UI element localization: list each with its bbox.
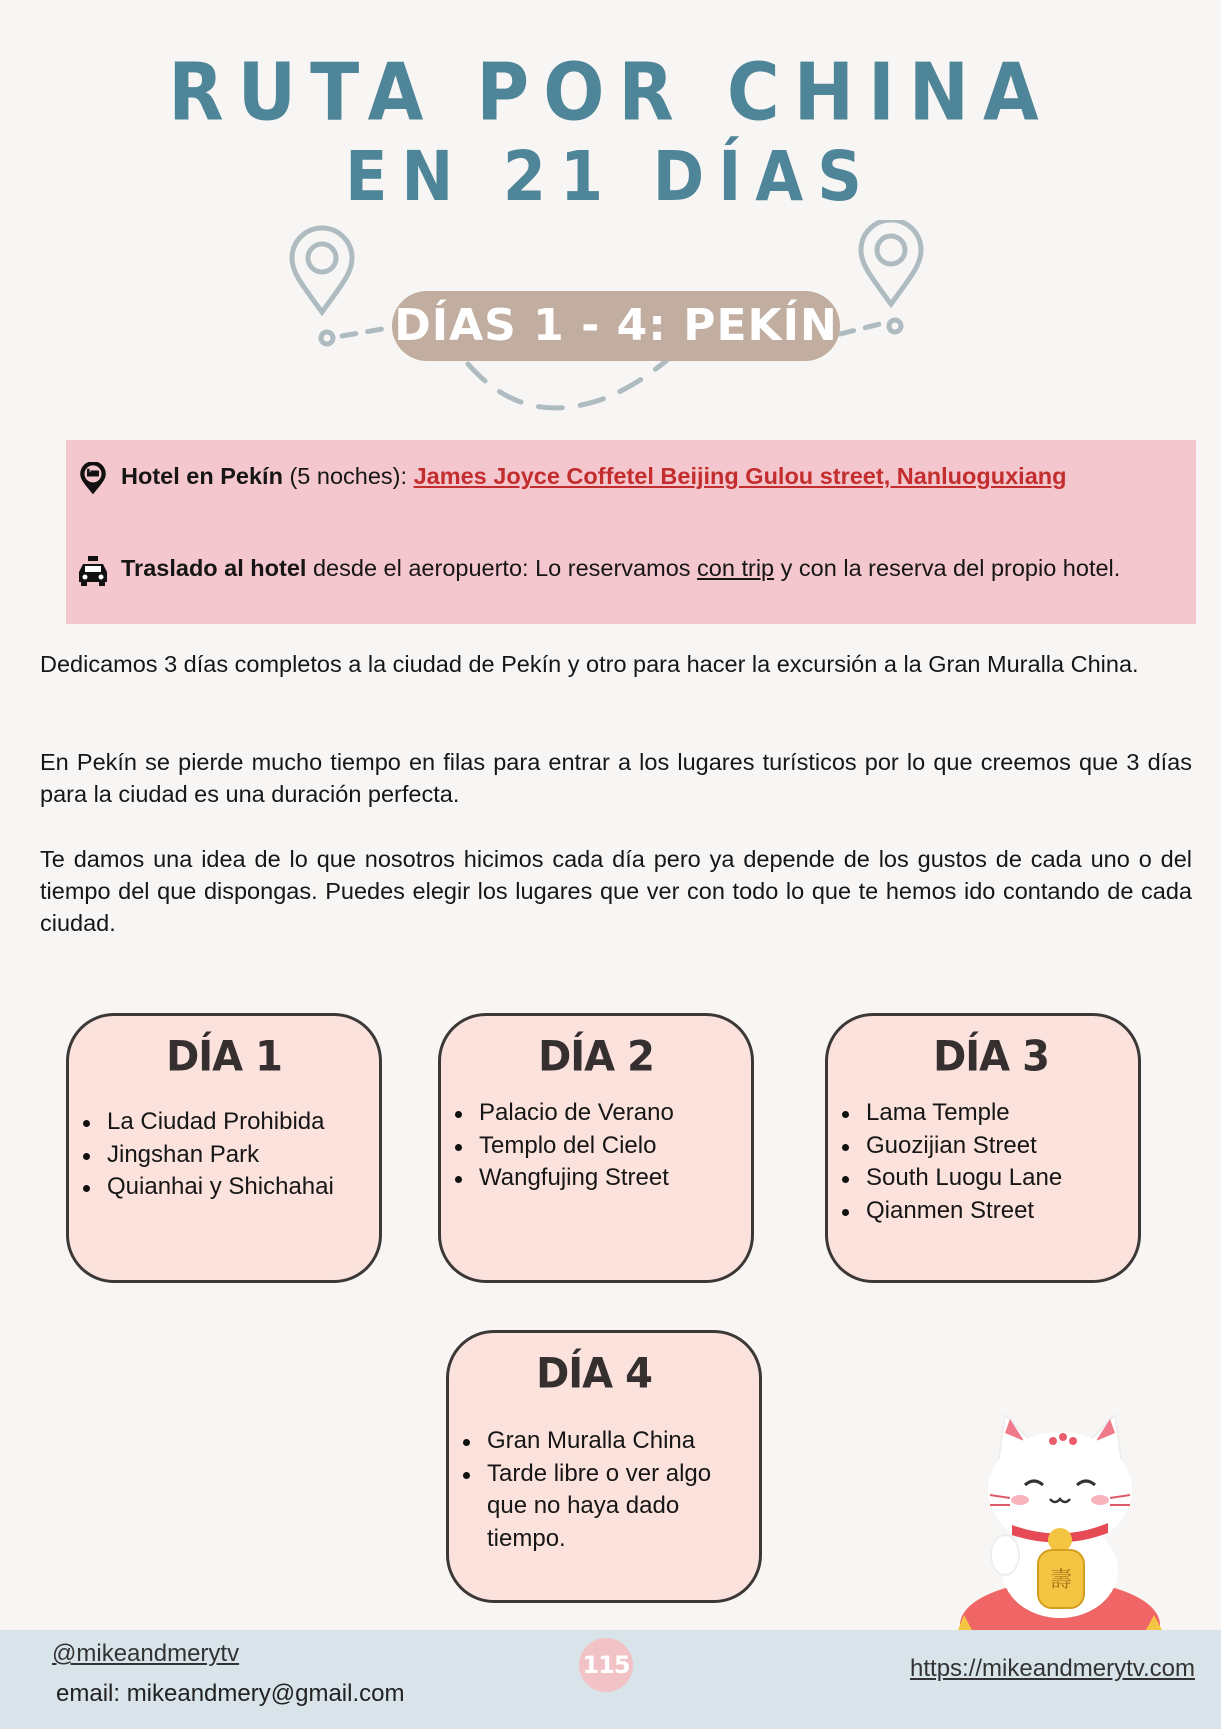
taxi-icon [76,554,110,588]
day-list [69,1106,344,1204]
page-number-badge: 115 [579,1638,633,1692]
day-card-1 [66,1013,382,1283]
email-text: email: mikeandmery@gmail.com [56,1680,405,1707]
footer [0,1630,1221,1729]
transfer-text [121,552,1148,584]
list-item: Quianhai y Shichahai [107,1171,334,1204]
transfer-text-a: desde el aeropuerto: Lo reservamos [306,555,698,581]
list-item: Guozijian Street [866,1130,1062,1163]
day-card-3 [825,1013,1141,1283]
transfer-label: Traslado al hotel [121,555,307,581]
website-link[interactable]: https://mikeandmerytv.com [910,1655,1195,1682]
list-item: Jingshan Park [107,1139,334,1172]
hotel-text [121,460,1148,492]
info-box [66,440,1196,624]
day-list [449,1425,737,1555]
list-item: Wangfujing Street [479,1162,674,1195]
section-pill: DÍAS 1 - 4: PEKÍN [392,291,840,361]
list-item: Gran Muralla China [487,1425,727,1458]
page-subtitle: EN 21 DÍAS [345,136,876,217]
list-item: Tarde libre o ver algo que no haya dado tiempo. [487,1458,727,1556]
svg-text:壽: 壽 [1049,1568,1073,1593]
lucky-cat-illustration [950,1405,1170,1630]
list-item: Templo del Cielo [479,1130,674,1163]
hotel-nights: (5 noches): [282,463,414,489]
list-item: South Luogu Lane [866,1162,1062,1195]
hotel-pin-icon [76,462,110,496]
list-item: Lama Temple [866,1097,1062,1130]
paragraph: En Pekín se pierde mucho tiempo en filas para entrar a los lugares turísticos por lo que creemos que 3 días para la ciudad es una duración perfecta. [40,749,1192,807]
day-title: DÍA 4 [536,1349,652,1399]
paragraph: Te damos una idea de lo que nosotros hicimos cada día pero ya depende de los gustos de cada uno o del tiempo del que dispongas. Puedes elegir los lugares que ver con todo lo que te hemos ido contando de cada ciudad. [40,846,1192,936]
day-list [441,1097,684,1195]
day-card-4 [446,1330,762,1603]
day-title: DÍA 3 [933,1032,1049,1082]
transfer-text-b: y con la reserva del propio hotel. [774,555,1121,581]
paragraph: Dedicamos 3 días completos a la ciudad de Pekín y otro para hacer la excursión a la Gran Muralla China. [40,651,1139,677]
list-item: Palacio de Verano [479,1097,674,1130]
hotel-label: Hotel en Pekín [121,463,283,489]
page-title: RUTA POR CHINA [168,45,1053,139]
day-card-2 [438,1013,754,1283]
hotel-link[interactable]: James Joyce Coffetel Beijing Gulou street, Nanluoguxiang [413,463,1067,489]
day-title: DÍA 1 [166,1032,282,1082]
social-handle-link[interactable]: @mikeandmerytv [52,1640,240,1667]
list-item: La Ciudad Prohibida [107,1106,334,1139]
day-list [828,1097,1072,1227]
day-title: DÍA 2 [538,1032,654,1082]
list-item: Qianmen Street [866,1195,1062,1228]
trip-link[interactable]: con trip [697,555,775,581]
